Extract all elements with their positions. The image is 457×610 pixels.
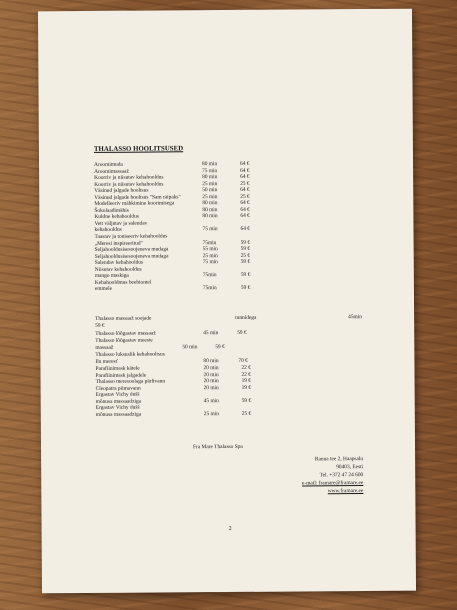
treatment-duration: 80 min	[202, 213, 218, 220]
treatment-price: 25 €	[240, 180, 250, 187]
treatment-name: Seljahooldusisesoojeneva mudaga	[94, 253, 169, 260]
treatment-list	[94, 161, 295, 293]
special-line-7-price: 70 €	[238, 357, 248, 364]
treatment-duration: 75 min	[202, 167, 218, 174]
treatment-price: 64 €	[240, 226, 250, 233]
treatment-name: Aroomimudа	[94, 161, 123, 168]
company-name: Fra Mare Thalasso Spa	[192, 443, 243, 451]
treatment-price: 64 €	[240, 213, 250, 220]
treatment-price: 22 €	[241, 371, 251, 378]
treatment-name: kehahooldus	[94, 227, 122, 234]
special-line-4-name: Thalasso lõõgastav meeste	[95, 337, 153, 344]
phone-number: Tel. +372 47 24 600	[319, 472, 364, 479]
treatment-duration: 25 min	[202, 252, 218, 259]
treatment-name: Parafiinimask jalgadele	[95, 372, 147, 379]
treatment-duration: 20 min	[203, 384, 219, 391]
special-line-3-duration: 45 min	[203, 330, 219, 337]
treatment-name: Aroomimassaaž	[94, 168, 129, 175]
special-line-6-name: Thalasso luksuslik kehahooltsus	[95, 351, 165, 358]
address-postal: 90403, Eesti	[336, 464, 364, 471]
treatment-price: 59 €	[240, 259, 251, 266]
treatment-price: 59 €	[240, 239, 251, 246]
treatment-duration: 75min	[202, 239, 217, 246]
special-line-1-mid: tunnidega	[235, 314, 257, 321]
treatment-name: mõnusa massaadziga	[95, 411, 142, 418]
treatment-price: 64 €	[240, 167, 250, 174]
treatment-price: 59 €	[240, 245, 251, 253]
treatment-duration: 25 min	[202, 180, 218, 187]
table-row	[95, 285, 295, 293]
treatment-name: Vett väljutav ja salendav	[94, 220, 148, 227]
treatment-name: Väsinud jalgade hooltsus "Sam raipaks"	[94, 194, 181, 201]
treatment-price: 64 €	[240, 187, 250, 194]
treatment-duration: 20 min	[203, 371, 219, 378]
special-line-1-right: 45min	[348, 314, 362, 321]
treatment-price: 25 €	[240, 252, 251, 259]
special-line-5-name: massaaž	[95, 344, 114, 351]
treatment-duration: 20 min	[203, 378, 219, 385]
treatment-name: Ergastav Vichy dušš	[95, 391, 140, 399]
treatment-list-2	[95, 365, 295, 419]
treatment-name: Väsinud jalgade hooltsus	[94, 187, 149, 195]
treatment-price: 64 €	[240, 200, 250, 207]
treatment-name: Thalasso meresoolaga pärlivann	[95, 378, 166, 386]
treatment-name: Kehahooldmus beebiontel	[94, 279, 152, 286]
email-link[interactable]: e-mail: framare@framare.ee	[302, 480, 364, 487]
treatment-price: 19 €	[241, 384, 252, 391]
special-line-2: 59 €	[95, 322, 105, 329]
treatment-duration: 25 min	[203, 410, 219, 417]
treatment-name: Koorriv ja niisutav kehahooldus	[94, 181, 164, 188]
treatment-duration: 75 min	[202, 259, 218, 266]
treatment-name: Cleopatra piimavann	[95, 385, 141, 392]
treatment-name: Salendav kehahooldus	[94, 259, 144, 267]
treatment-price: 59 €	[240, 285, 251, 292]
treatment-price: 64 €	[240, 173, 250, 180]
treatment-name: emmele	[94, 286, 112, 293]
treatment-duration: 45 min	[203, 397, 219, 404]
table-row	[96, 410, 296, 418]
special-line-7-name: Ilu meresť	[95, 358, 118, 365]
special-line-7-duration: 80 min	[203, 358, 219, 365]
special-line-5-price: 59 €	[215, 344, 225, 351]
treatment-price: 25 €	[241, 410, 252, 417]
treatment-price: 22 €	[241, 364, 251, 371]
treatment-duration: 80 min	[202, 174, 218, 181]
treatment-name: Taastav ja toniseeriv kehahooldus	[94, 233, 168, 240]
treatment-price: 64 €	[240, 160, 250, 167]
website-link[interactable]: www.framare.ee	[327, 488, 364, 495]
treatment-name: Koorriv ja niisutav kehahooldus	[94, 174, 164, 182]
treatment-price: 59 €	[241, 397, 252, 404]
special-line-1: Thalasso massaaž soojade	[95, 315, 152, 322]
treatment-name: mango maskiga	[94, 272, 129, 280]
treatment-duration: 80 min	[202, 200, 218, 207]
address-street: Ranna tee 2, Haapsalu	[314, 456, 364, 463]
treatment-name: Niisutav kehahooldus	[94, 266, 142, 273]
special-line-5-duration: 50 min	[182, 344, 198, 351]
treatment-price: 25 €	[240, 193, 250, 200]
treatment-duration: 80 min	[202, 161, 218, 168]
special-line-3-price: 59 €	[237, 329, 247, 336]
treatment-duration: 50 min	[202, 187, 218, 194]
treatment-name: mõnusa massaadziga	[95, 398, 142, 405]
treatment-duration: 75min	[202, 272, 217, 279]
treatment-duration: 75 min	[202, 226, 218, 233]
treatment-duration: 80 min	[202, 206, 218, 213]
treatment-name: Kuldne kehahooldus	[94, 213, 139, 221]
treatment-duration: 25 min	[202, 193, 218, 200]
treatment-name: Modelleeriv mähkimine koorimisega	[94, 200, 175, 208]
special-line-3-name: Thalasso lõõgastav massaaž	[95, 330, 156, 337]
document-page	[38, 9, 416, 594]
treatment-name: Šokolaadimähis	[94, 207, 129, 214]
treatment-price: 64 €	[240, 206, 250, 213]
page-title: THALASSO HOOLITSUSED	[93, 145, 184, 153]
treatment-duration: 20 min	[203, 365, 219, 372]
treatment-duration: 75min	[202, 285, 217, 292]
treatment-price: 19 €	[241, 377, 252, 384]
treatment-duration: 55 min	[202, 246, 218, 253]
treatment-name: Ergastav Vichy dušš	[95, 404, 140, 412]
treatment-price: 59 €	[240, 272, 251, 279]
treatment-name: Parafiinimask kätele	[95, 365, 140, 372]
treatment-name: Seljahooldusisesoojeneva mudaga	[94, 246, 169, 254]
treatment-name: „Meresi inspireeritud"	[94, 240, 143, 247]
page-number: 2	[228, 525, 232, 532]
